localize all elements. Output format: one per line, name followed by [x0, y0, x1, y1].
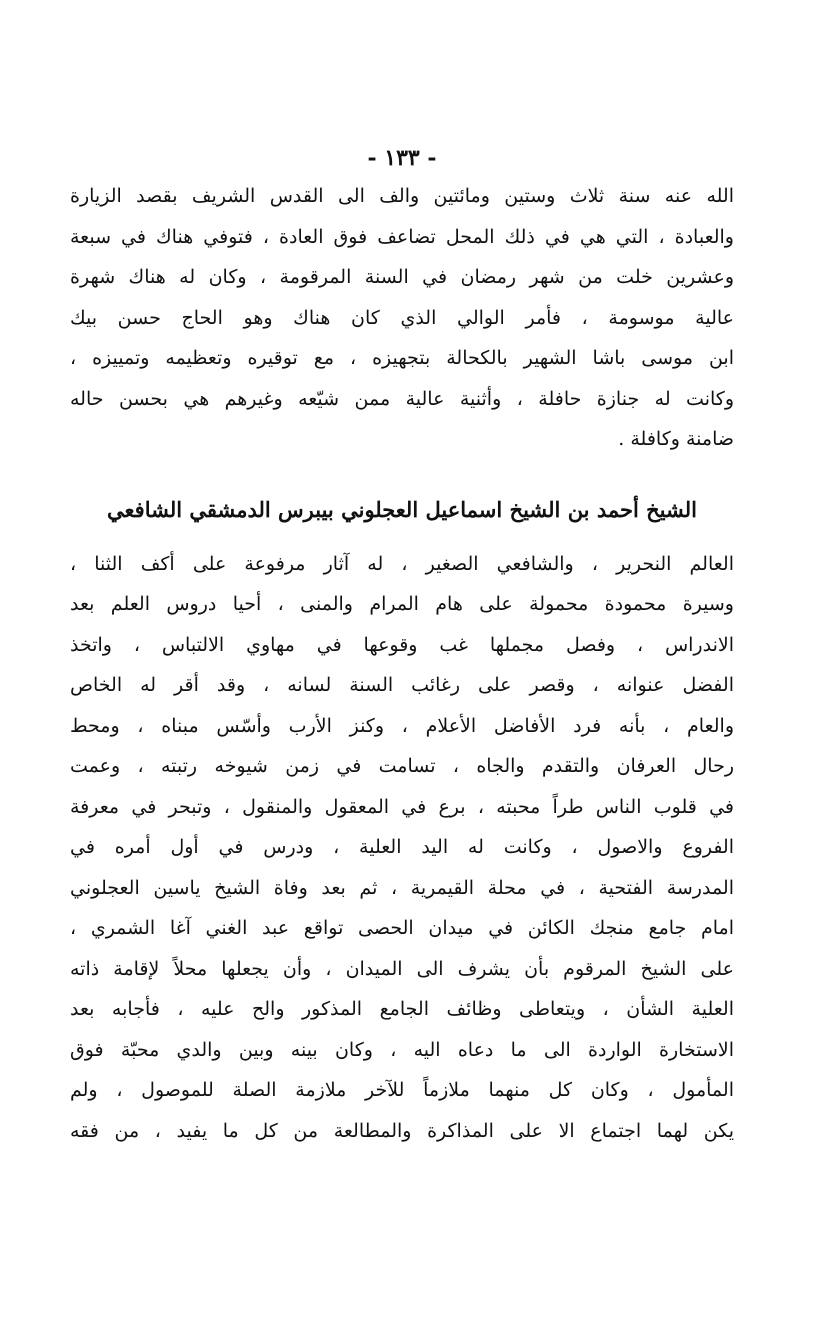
text-line: وعشرين خلت من شهر رمضان في السنة المرقومة ، وكان له هناك شهرة [70, 266, 734, 288]
document-page [70, 140, 734, 1151]
paragraph-1 [70, 176, 734, 460]
page-number: - ١٣٣ - [367, 145, 437, 171]
text-line: والعبادة ، التي هي في ذلك المحل تضاعف فوق العادة ، فتوفي هناك في سبعة [70, 225, 734, 248]
text-line: ابن موسى باشا الشهير بالكحالة بتجهيزه ، مع توقيره وتعظيمه وتمييزه ، [70, 347, 734, 369]
text-line: امام جامع منجك الكائن في ميدان الحصى تواقع عبد الغني آغا الشمري ، [70, 917, 734, 939]
section-heading: الشيخ أحمد بن الشيخ اسماعيل العجلوني بيبرس الدمشقي الشافعي [107, 496, 697, 522]
text-line: الفضل عنوانه ، وقصر على رغائب السنة لسانه ، وقد أقر له الخاص [70, 674, 734, 696]
text-line: المدرسة الفتحية ، في محلة القيمرية ، ثم بعد وفاة الشيخ ياسين العجلوني [70, 876, 734, 899]
text-line: ضامنة وكافلة . [618, 428, 734, 450]
text-line: الاندراس ، وفصل مجملها غب وقوعها في مهاوي الالتباس ، واتخذ [70, 633, 734, 656]
text-line: يكن لهما اجتماع الا على المذاكرة والمطالعة من كل ما يفيد ، من فقه [70, 1119, 734, 1142]
text-line: عالية موسومة ، فأمر الوالي الذي كان هناك وهو الحاج حسن بيك [70, 306, 734, 329]
paragraph-2 [70, 544, 734, 1152]
text-line: والعام ، بأنه فرد الأفاضل الأعلام ، وكنز الأرب وأسّس مبناه ، ومحط [70, 714, 734, 737]
text-line: في قلوب الناس طراً محبته ، برع في المعقول والمنقول ، وتبحر في معرفة [70, 795, 734, 818]
text-line: المأمول ، وكان كل منهما ملازماً للآخر ملازمة الصلة للموصول ، ولم [70, 1079, 734, 1101]
text-line: العلية الشأن ، ويتعاطى وظائف الجامع المذكور والح عليه ، فأجابه بعد [70, 998, 734, 1020]
text-line: الله عنه سنة ثلاث وستين ومائتين والف الى القدس الشريف بقصد الزيارة [70, 185, 734, 207]
text-line: على الشيخ المرقوم بأن يشرف الى الميدان ، وأن يجعلها محلاً لإقامة ذاته [70, 957, 734, 980]
text-line: وسيرة محمودة محمولة على هام المرام والمنى ، أحيا دروس العلم بعد [70, 593, 734, 615]
text-line: العالم النحرير ، والشافعي الصغير ، له آثار مرفوعة على أكف الثنا ، [70, 552, 734, 575]
text-line: وكانت له جنازة حافلة ، وأثنية عالية ممن شيّعه وغيرهم هي بحسن حاله [70, 387, 734, 410]
text-line: الفروع والاصول ، وكانت له اليد العلية ، ودرس في أول أمره في [70, 836, 734, 858]
text-line: الاستخارة الواردة الى ما دعاه اليه ، وكان بينه وبين والدي محبّة فوق [70, 1038, 734, 1061]
text-line: رحال العرفان والتقدم والجاه ، تسامت في زمن شيوخه رتبته ، وعمت [70, 755, 734, 777]
